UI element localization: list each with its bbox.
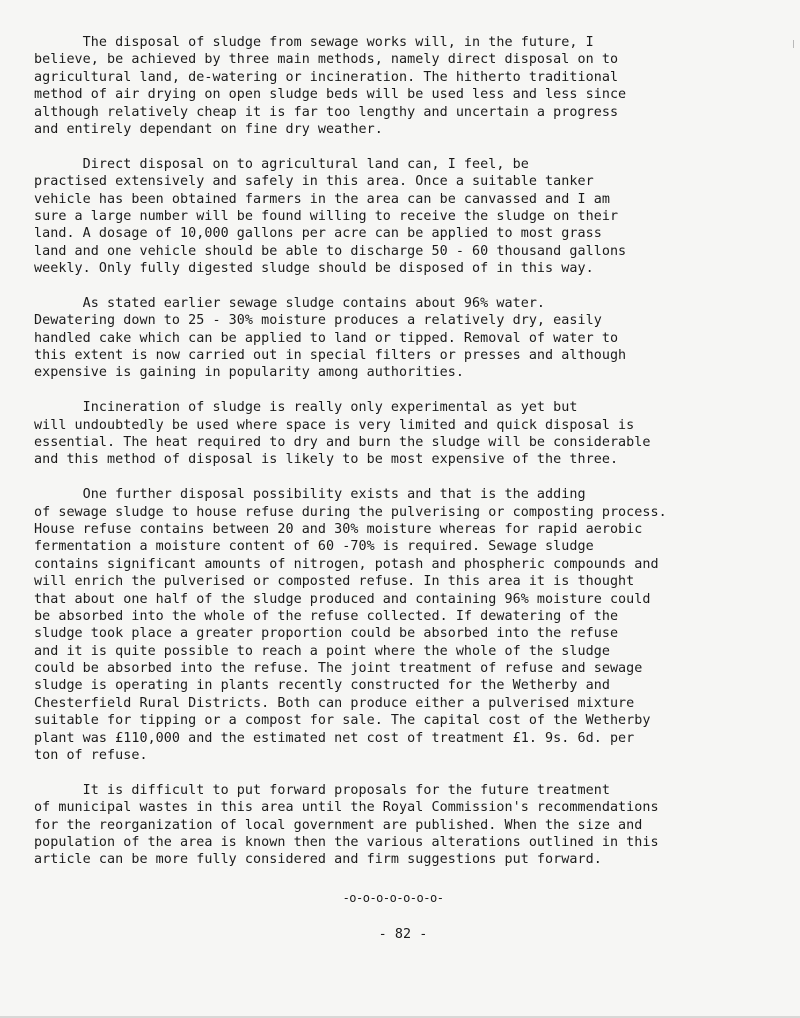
text-line: sludge took place a greater proportion could be absorbed into the refuse — [34, 626, 619, 642]
text-line: essential. The heat required to dry and burn the sludge will be considerable — [34, 434, 651, 450]
text-line: Direct disposal on to agricultural land can, I feel, be — [34, 156, 529, 172]
text-line: be absorbed into the whole of the refuse collected. If dewatering of the — [34, 608, 619, 624]
text-line: believe, be achieved by three main methods, namely direct disposal on to — [34, 52, 619, 68]
text-line: expensive is gaining in popularity among authorities. — [34, 365, 464, 381]
text-line: and it is quite possible to reach a point where the whole of the sludge — [34, 643, 610, 659]
text-line: for the reorganization of local government are published. When the size and — [34, 817, 643, 833]
text-line: Chesterfield Rural Districts. Both can produce either a pulverised mixture — [34, 695, 635, 711]
paragraph-sludge-disposal-methods — [34, 34, 750, 138]
text-line: fermentation a moisture content of 60 -70% is required. Sewage sludge — [34, 539, 594, 555]
text-line: vehicle has been obtained farmers in the area can be canvassed and I am — [34, 191, 610, 207]
text-line: will undoubtedly be used where space is very limited and quick disposal is — [34, 417, 635, 433]
text-line: and entirely dependant on fine dry weather. — [34, 121, 383, 137]
text-line: although relatively cheap it is far too lengthy and uncertain a progress — [34, 104, 619, 120]
text-line: It is difficult to put forward proposals for the future treatment — [34, 782, 610, 798]
text-line: of sewage sludge to house refuse during the pulverising or composting process. — [34, 504, 667, 520]
paragraph-agricultural-land — [34, 156, 750, 278]
text-line: plant was £110,000 and the estimated net cost of treatment £1. 9s. 6d. per — [34, 730, 635, 746]
margin-mark — [793, 40, 794, 48]
text-line: could be absorbed into the refuse. The joint treatment of refuse and sewage — [34, 661, 643, 677]
text-line: The disposal of sludge from sewage works will, in the future, I — [34, 35, 594, 50]
text-line: As stated earlier sewage sludge contains about 96% water. — [34, 295, 546, 311]
text-line: of municipal wastes in this area until the Royal Commission's recommendations — [34, 800, 659, 816]
page-number: - 82 - — [378, 927, 428, 943]
text-line: Incineration of sludge is really only experimental as yet but — [34, 400, 578, 416]
paragraph-future-proposals — [34, 782, 750, 869]
text-line: method of air drying on open sludge beds will be used less and less since — [34, 87, 627, 103]
text-line: agricultural land, de-watering or incineration. The hitherto traditional — [34, 69, 619, 85]
text-line: sludge is operating in plants recently constructed for the Wetherby and — [34, 678, 610, 694]
text-line: contains significant amounts of nitrogen, potash and phospheric compounds and — [34, 556, 659, 572]
text-line: will enrich the pulverised or composted refuse. In this area it is thought — [34, 574, 635, 590]
text-line: land and one vehicle should be able to discharge 50 - 60 thousand gallons — [34, 243, 627, 259]
text-line: One further disposal possibility exists and that is the adding — [34, 487, 586, 503]
text-line: House refuse contains between 20 and 30% moisture whereas for rapid aerobic — [34, 521, 643, 537]
text-line: handled cake which can be applied to land or tipped. Removal of water to — [34, 330, 619, 346]
text-line: weekly. Only fully digested sludge should be disposed of in this way. — [34, 261, 594, 277]
text-line: sure a large number will be found willing to receive the sludge on their — [34, 208, 619, 224]
paragraph-incineration — [34, 399, 750, 469]
text-line: and this method of disposal is likely to be most expensive of the three. — [34, 452, 619, 468]
text-line: this extent is now carried out in special filters or presses and although — [34, 348, 627, 364]
text-line: land. A dosage of 10,000 gallons per acre can be applied to most grass — [34, 226, 602, 242]
text-line: population of the area is known then the various alterations outlined in this — [34, 834, 659, 850]
text-line: suitable for tipping or a compost for sale. The capital cost of the Wetherby — [34, 713, 651, 729]
text-line: Dewatering down to 25 - 30% moisture produces a relatively dry, easily — [34, 313, 602, 329]
text-line: that about one half of the sludge produced and containing 96% moisture could — [34, 591, 651, 607]
paragraph-refuse-composting — [34, 486, 750, 764]
paragraph-dewatering — [34, 295, 750, 382]
text-line: ton of refuse. — [34, 748, 148, 764]
text-line: article can be more fully considered and firm suggestions put forward. — [34, 852, 602, 868]
text-line: practised extensively and safely in this area. Once a suitable tanker — [34, 174, 594, 190]
section-separator: -o-o-o-o-o-o-o- — [342, 890, 444, 905]
